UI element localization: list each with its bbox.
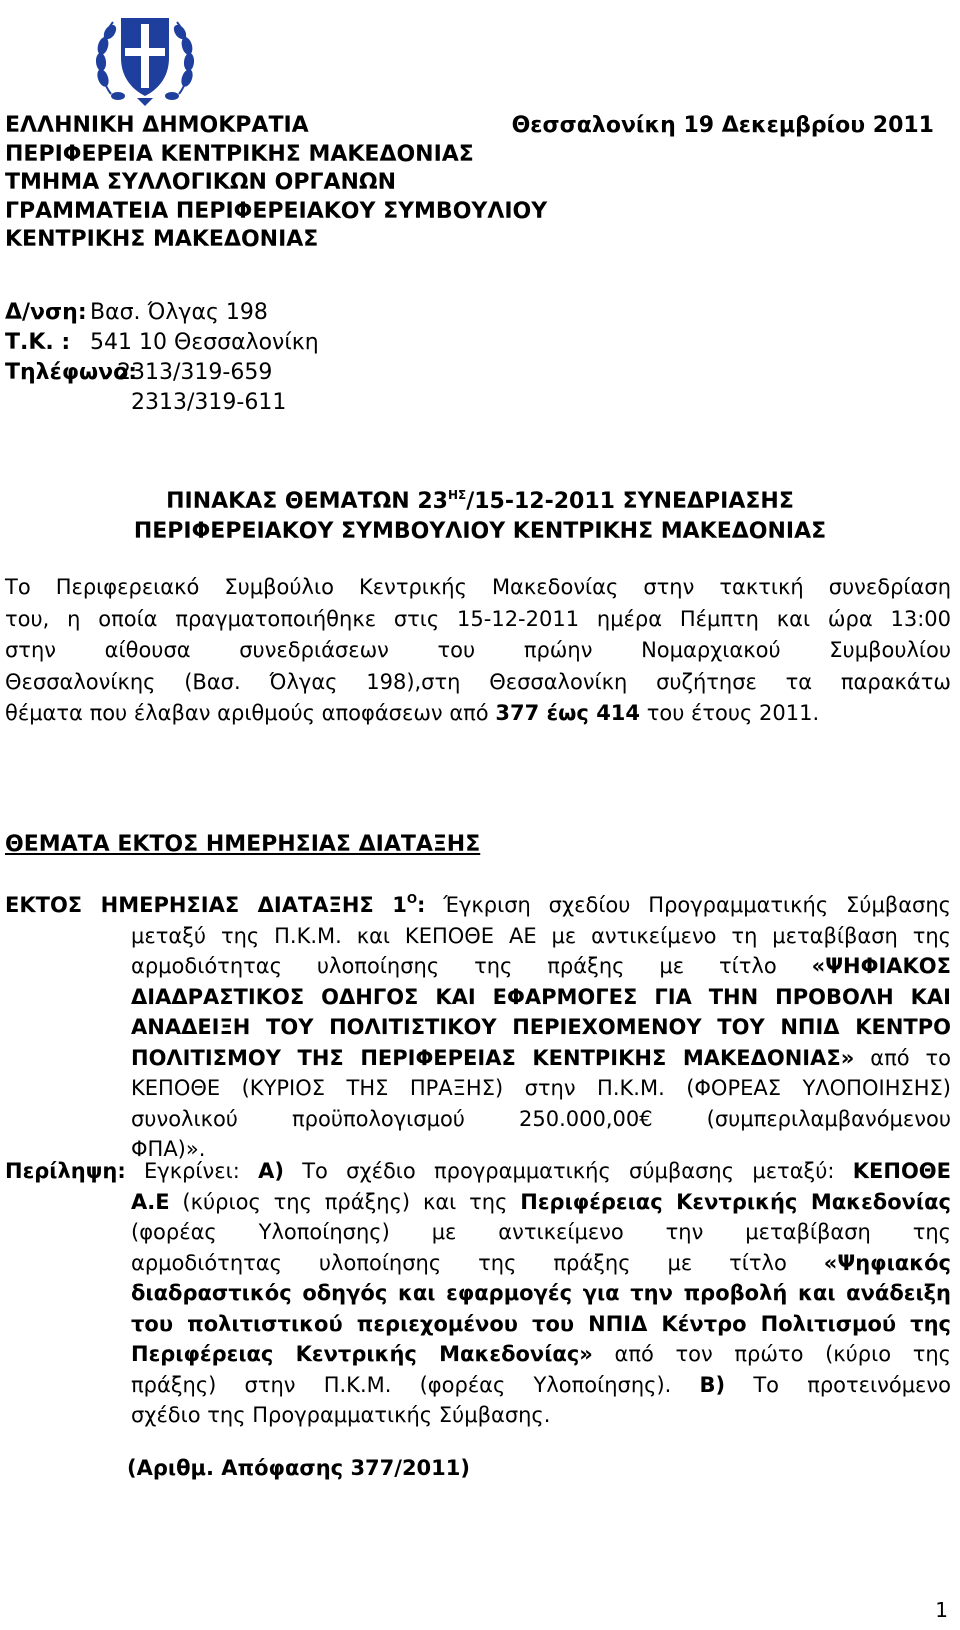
document-date: Θεσσαλονίκη 19 Δεκεμβρίου 2011	[511, 113, 934, 138]
intro-line: θέματα που έλαβαν αριθμούς αποφάσεων από 377 έως 414 του έτους 2011.	[5, 701, 820, 725]
section-heading: ΘΕΜΑΤΑ ΕΚΤΟΣ ΗΜΕΡΗΣΙΑΣ ΔΙΑΤΑΞΗΣ	[5, 832, 481, 857]
summary-line: Περίληψη: Εγκρίνει: Α) Το σχέδιο προγραμματικής σύμβασης μεταξύ: ΚΕΠΟΘΕ	[5, 1159, 951, 1183]
intro-paragraph	[5, 572, 951, 730]
decision-number: (Αριθμ. Απόφασης 377/2011)	[127, 1456, 470, 1480]
item-line: ΠΟΛΙΤΙΣΜΟΥ ΤΗΣ ΠΕΡΙΦΕΡΕΙΑΣ ΚΕΝΤΡΙΚΗΣ ΜΑΚΕΔΟΝΙΑΣ» από το	[131, 1045, 951, 1070]
item-line: μεταξύ της Π.Κ.Μ. και ΚΕΠΟΘΕ ΑΕ με αντικείμενο τη μεταβίβαση της	[131, 923, 951, 948]
item-line: ΚΕΠΟΘΕ (ΚΥΡΙΟΣ ΤΗΣ ΠΡΑΞΗΣ) στην Π.Κ.Μ. (ΦΟΡΕΑΣ ΥΛΟΠΟΙΗΣΗΣ)	[131, 1076, 951, 1100]
address-block	[5, 298, 319, 418]
summary-line: διαδραστικός οδηγός και εφαρμογές για την προβολή και ανάδειξη	[131, 1281, 951, 1305]
issuer-header	[5, 112, 547, 255]
intro-line: Το Περιφερειακό Συμβούλιο Κεντρικής Μακεδονίας στην τακτική συνεδρίαση	[5, 575, 951, 599]
postal-label: Τ.Κ. :	[5, 330, 71, 355]
item-line: αρμοδιότητας υλοποίησης της πράξης με τίτλο «ΨΗΦΙΑΚΟΣ	[131, 954, 951, 978]
item-label: ΕΚΤΟΣ ΗΜΕΡΗΣΙΑΣ ΔΙΑΤΑΞΗΣ $1^O$:	[5, 892, 426, 917]
summary-line: αρμοδιότητας υλοποίησης της πράξης με τίτλο «Ψηφιακός	[131, 1250, 951, 1275]
phone-label: Τηλέφωνο:	[5, 360, 138, 385]
item-line: συνολικού προϋπολογισμού 250.000,00€ (συμπεριλαμβανόμενου	[131, 1106, 951, 1131]
summary-line: Α.Ε (κύριος της πράξης) και της Περιφέρειας Κεντρικής Μακεδονίας	[131, 1189, 951, 1214]
title-line-1: ΠΙΝΑΚΑΣ ΘΕΜΑΤΩΝ $23^{H\Sigma}/15-12-2011$ ΣΥΝΕΔΡΙΑΣΗΣ	[166, 488, 794, 514]
document-title	[0, 480, 960, 547]
postal-value: 541 10 Θεσσαλονίκη	[90, 330, 319, 355]
intro-line: του, η οποία πραγματοποιήθηκε στις 15-12-2011 ημέρα Πέμπτη και ώρα 13:00	[5, 606, 951, 631]
header-line: ΠΕΡΙΦΕΡΕΙΑ ΚΕΝΤΡΙΚΗΣ ΜΑΚΕΔΟΝΙΑΣ	[5, 141, 474, 167]
decision-range: 377 έως 414	[495, 701, 641, 725]
header-line: ΓΡΑΜΜΑΤΕΙΑ ΠΕΡΙΦΕΡΕΙΑΚΟΥ ΣΥΜΒΟΥΛΙΟΥ	[5, 198, 548, 224]
summary-line: (φορέας Υλοποίησης) με αντικείμενο την μεταβίβαση της	[131, 1220, 951, 1244]
street-value: Βασ. Όλγας 198	[90, 300, 268, 325]
street-label: Δ/νση:	[5, 300, 87, 325]
header-line: ΤΜΗΜΑ ΣΥΛΛΟΓΙΚΩΝ ΟΡΓΑΝΩΝ	[5, 170, 397, 195]
item-line: ΔΙΑΔΡΑΣΤΙΚΟΣ ΟΔΗΓΟΣ ΚΑΙ ΕΦΑΡΜΟΓΕΣ ΓΙΑ ΤΗΝ ΠΡΟΒΟΛΗ ΚΑΙ	[131, 984, 951, 1009]
greek-coat-of-arms-icon	[93, 6, 197, 108]
header-line: ΚΕΝΤΡΙΚΗΣ ΜΑΚΕΔΟΝΙΑΣ	[5, 227, 319, 252]
intro-line: Θεσσαλονίκης (Βασ. Όλγας 198),στη Θεσσαλονίκη συζήτησε τα παρακάτω	[5, 669, 951, 694]
page-number: 1	[935, 1598, 948, 1622]
phone-value-2: 2313/319-611	[131, 390, 287, 415]
item-line: ΦΠΑ)».	[131, 1137, 206, 1161]
phone-value-1: 2313/319-659	[117, 360, 273, 385]
item-line: ΑΝΑΔΕΙΞΗ ΤΟΥ ΠΟΛΙΤΙΣΤΙΚΟΥ ΠΕΡΙΕΧΟΜΕΝΟΥ ΤΟΥ ΝΠΙΔ ΚΕΝΤΡΟ	[131, 1015, 951, 1039]
summary-line: του πολιτιστικού περιεχομένου του ΝΠΙΔ Κέντρο Πολιτισμού της	[131, 1311, 951, 1336]
summary-block	[5, 1156, 951, 1431]
title-line-2: ΠΕΡΙΦΕΡΕΙΑΚΟΥ ΣΥΜΒΟΥΛΙΟΥ ΚΕΝΤΡΙΚΗΣ ΜΑΚΕΔΟΝΙΑΣ	[133, 519, 827, 544]
intro-line: στην αίθουσα συνεδριάσεων του πρώην Νομαρχιακού Συμβουλίου	[5, 638, 951, 662]
summary-line: σχέδιο της Προγραμματικής Σύμβασης.	[131, 1403, 551, 1427]
summary-line: πράξης) στην Π.Κ.Μ. (φορέας Υλοποίησης). Β) Το προτεινόμενο	[131, 1372, 951, 1397]
summary-line: Περιφέρειας Κεντρικής Μακεδονίας» από τον πρώτο (κύριο της	[131, 1342, 952, 1366]
summary-label: Περίληψη:	[5, 1159, 126, 1183]
item-line: ΕΚΤΟΣ ΗΜΕΡΗΣΙΑΣ ΔΙΑΤΑΞΗΣ $1^O$: Έγκριση σχεδίου Προγραμματικής Σύμβασης	[5, 892, 951, 917]
agenda-item	[5, 884, 951, 1165]
header-line: ΕΛΛΗΝΙΚΗ ΔΗΜΟΚΡΑΤΙΑ	[5, 113, 309, 138]
